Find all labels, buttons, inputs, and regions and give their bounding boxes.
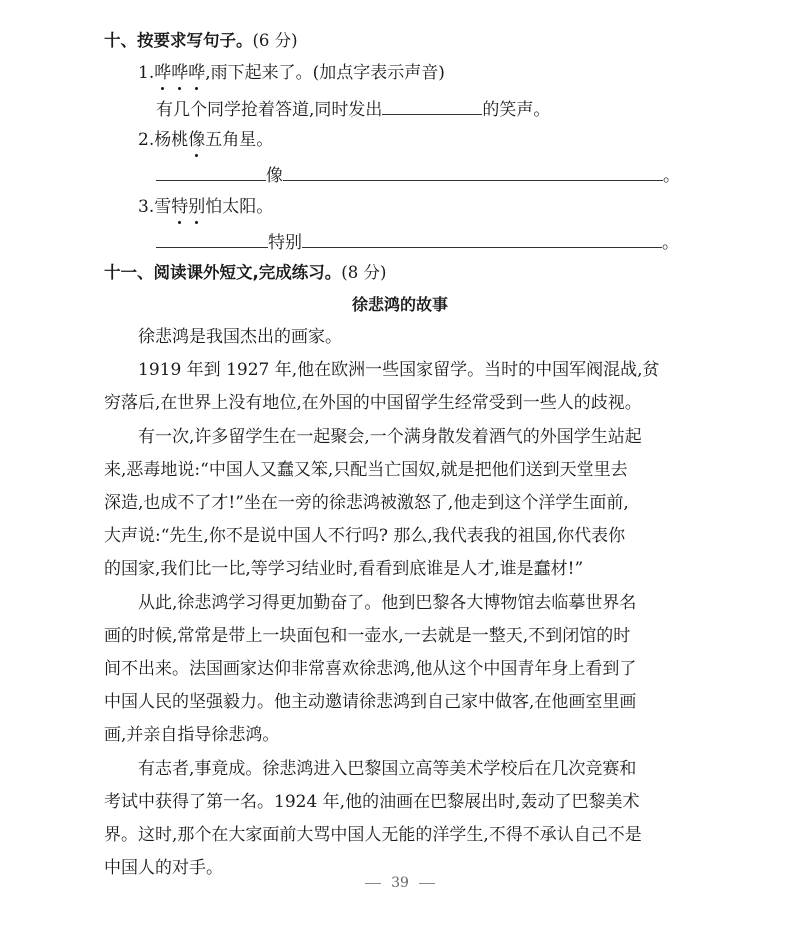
story-line: 从此,徐悲鸿学习得更加勤奋了。他到巴黎各大博物馆去临摹世界名 xyxy=(138,593,637,613)
dotted-char: 哗 xyxy=(171,63,189,83)
story-line: 中国人的对手。 xyxy=(104,858,223,878)
answer-blank[interactable] xyxy=(302,229,662,248)
dotted-char: 特 xyxy=(171,197,189,217)
section10-heading: 十、按要求写句子。(6 分) xyxy=(104,31,298,50)
answer-blank[interactable] xyxy=(382,96,482,115)
story-line: 的国家,我们比一比,等学习结业时,看看到底谁是人才,谁是蠢材!” xyxy=(104,559,584,579)
story-line: 间不出来。法国画家达仰非常喜欢徐悲鸿,他从这个中国青年身上看到了 xyxy=(104,659,637,679)
answer-blank[interactable] xyxy=(283,162,663,181)
section11-heading: 十一、阅读课外短文,完成练习。(8 分) xyxy=(104,263,387,282)
answer-blank[interactable] xyxy=(156,229,268,248)
question-1: 1.哗哗哗,雨下起来了。(加点字表示声音) xyxy=(138,63,445,83)
story-line: 画的时候,常常是带上一块面包和一壶水,一去就是一整天,不到闭馆的时 xyxy=(104,626,631,646)
dotted-text xyxy=(171,197,205,217)
question-3: 3.雪特别怕太阳。 xyxy=(138,197,274,217)
question-3-answer-line: 特别 。 xyxy=(156,229,679,254)
dotted-char: 别 xyxy=(188,197,206,217)
story-line: 徐悲鸿是我国杰出的画家。 xyxy=(138,327,342,347)
dotted-text xyxy=(154,63,205,83)
story-line: 来,恶毒地说:“中国人又蠢又笨,只配当亡国奴,就是把他们送到天堂里去 xyxy=(104,460,628,480)
dotted-text: 像 xyxy=(188,130,206,150)
page-number: 39 xyxy=(0,875,800,891)
question-2: 2.杨桃像五角星。 xyxy=(138,130,274,150)
story-title: 徐悲鸿的故事 xyxy=(351,295,448,314)
divider xyxy=(419,883,435,884)
story-line: 考试中获得了第一名。1924 年,他的油画在巴黎展出时,轰动了巴黎美术 xyxy=(104,792,640,812)
story-line: 有一次,许多留学生在一起聚会,一个满身散发着酒气的外国学生站起 xyxy=(138,427,642,447)
story-line: 界。这时,那个在大家面前大骂中国人无能的洋学生,不得不承认自己不是 xyxy=(104,825,642,845)
divider xyxy=(365,883,381,884)
question-1-answer-line: 有几个同学抢着答道,同时发出 的笑声。 xyxy=(156,96,550,121)
story-line: 大声说:“先生,你不是说中国人不行吗? 那么,我代表我的祖国,你代表你 xyxy=(104,526,626,546)
answer-blank[interactable] xyxy=(156,162,266,181)
story-line: 1919 年到 1927 年,他在欧洲一些国家留学。当时的中国军阀混战,贫 xyxy=(138,360,660,380)
question-2-answer-line: 像 。 xyxy=(156,162,680,187)
story-line: 有志者,事竟成。徐悲鸿进入巴黎国立高等美术学校后在几次竞赛和 xyxy=(138,759,637,779)
story-line: 画,并亲自指导徐悲鸿。 xyxy=(104,725,280,745)
story-line: 穷落后,在世界上没有地位,在外国的中国留学生经常受到一些人的歧视。 xyxy=(104,393,642,413)
dotted-char: 哗 xyxy=(154,63,172,83)
dotted-char: 哗 xyxy=(188,63,206,83)
story-line: 中国人民的坚强毅力。他主动邀请徐悲鸿到自己家中做客,在他画室里画 xyxy=(104,692,637,712)
story-line: 深造,也成不了才!”坐在一旁的徐悲鸿被激怒了,他走到这个洋学生面前, xyxy=(104,493,629,513)
